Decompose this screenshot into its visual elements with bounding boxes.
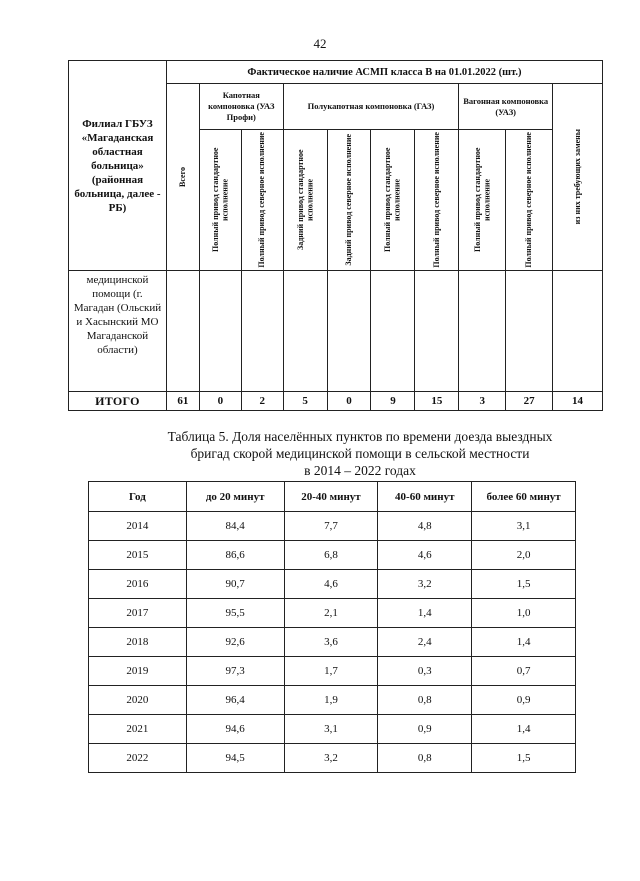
value-cell: 97,3 (186, 657, 284, 686)
value-cell: 0,8 (378, 744, 472, 773)
value-cell: 7,7 (284, 512, 378, 541)
value-cell: 3,1 (472, 512, 576, 541)
value-cell: 3,6 (284, 628, 378, 657)
subcol-header: Задний привод северное исполнение (327, 130, 371, 271)
main-header: Фактическое наличие АСМП класса В на 01.01.2022 (шт.) (166, 61, 602, 84)
value-cell: 96,4 (186, 686, 284, 715)
year-cell: 2018 (89, 628, 187, 657)
year-cell: 2021 (89, 715, 187, 744)
value-cell: 4,6 (378, 541, 472, 570)
subcol-header: Полный привод стандартное исполнение (459, 130, 506, 271)
value-cell: 0,7 (472, 657, 576, 686)
total-label: ИТОГО (69, 392, 167, 411)
empty-cell (166, 271, 199, 392)
column-header: Год (89, 482, 187, 512)
value-cell: 0,3 (378, 657, 472, 686)
total-value: 2 (241, 392, 283, 411)
subcol-header: Задний привод стандартное исполнение (283, 130, 327, 271)
year-cell: 2020 (89, 686, 187, 715)
branch-header: Филиал ГБУЗ «Магаданская областная больница» (районная больница, далее - РБ) (69, 61, 167, 271)
year-cell: 2014 (89, 512, 187, 541)
total-value: 27 (506, 392, 553, 411)
subcol-header: Полный привод стандартное исполнение (199, 130, 241, 271)
value-cell: 1,4 (378, 599, 472, 628)
table-row (89, 657, 576, 686)
page-number: 42 (313, 36, 327, 51)
table-row (89, 570, 576, 599)
value-cell: 94,5 (186, 744, 284, 773)
column-header: 20-40 минут (284, 482, 378, 512)
total-value: 61 (166, 392, 199, 411)
empty-cell (241, 271, 283, 392)
subcol-header: Полный привод северное исполнение (506, 130, 553, 271)
value-cell: 1,5 (472, 570, 576, 599)
subcol-header: Полный привод стандартное исполнение (371, 130, 415, 271)
group-wagon-header: Вагонная компоновка (УАЗ) (459, 84, 553, 130)
total-value: 15 (415, 392, 459, 411)
table-row (89, 628, 576, 657)
table-row (89, 686, 576, 715)
value-cell: 0,9 (378, 715, 472, 744)
group-hood-header: Капотная компоновка (УАЗ Профи) (199, 84, 283, 130)
caption-line: Таблица 5. Доля населённых пунктов по времени доезда выездных (167, 429, 553, 444)
total-value: 5 (283, 392, 327, 411)
total-value: 3 (459, 392, 506, 411)
year-cell: 2017 (89, 599, 187, 628)
value-cell: 92,6 (186, 628, 284, 657)
empty-cell (327, 271, 371, 392)
value-cell: 3,2 (284, 744, 378, 773)
value-cell: 1,4 (472, 715, 576, 744)
value-cell: 86,6 (186, 541, 284, 570)
empty-cell (553, 271, 603, 392)
empty-cell (371, 271, 415, 392)
empty-cell (283, 271, 327, 392)
year-cell: 2019 (89, 657, 187, 686)
total-value: 9 (371, 392, 415, 411)
table-row (89, 715, 576, 744)
table-caption (130, 428, 590, 479)
empty-cell (415, 271, 459, 392)
column-header: до 20 минут (186, 482, 284, 512)
value-cell: 4,8 (378, 512, 472, 541)
value-cell: 3,2 (378, 570, 472, 599)
value-cell: 1,9 (284, 686, 378, 715)
group-semihood-header: Полукапотная компоновка (ГАЗ) (283, 84, 459, 130)
subcol-header: Полный привод северное исполнение (415, 130, 459, 271)
value-cell: 2,0 (472, 541, 576, 570)
column-header: более 60 минут (472, 482, 576, 512)
vehicle-availability-table (68, 60, 603, 411)
travel-time-table (88, 481, 576, 773)
total-value: 0 (199, 392, 241, 411)
value-cell: 1,4 (472, 628, 576, 657)
empty-cell (199, 271, 241, 392)
value-cell: 0,9 (472, 686, 576, 715)
value-cell: 95,5 (186, 599, 284, 628)
year-cell: 2016 (89, 570, 187, 599)
value-cell: 94,6 (186, 715, 284, 744)
value-cell: 1,0 (472, 599, 576, 628)
value-cell: 84,4 (186, 512, 284, 541)
table-row (89, 512, 576, 541)
year-cell: 2015 (89, 541, 187, 570)
value-cell: 1,5 (472, 744, 576, 773)
value-cell: 2,1 (284, 599, 378, 628)
value-cell: 4,6 (284, 570, 378, 599)
total-column-header: Всего (166, 84, 199, 271)
value-cell: 6,8 (284, 541, 378, 570)
branch-description: медицинской помощи (г. Магадан (Ольский и Хасынский МО Магаданской области) (69, 271, 167, 392)
total-value: 0 (327, 392, 371, 411)
replace-column-header: из них требующих замены (553, 84, 603, 271)
total-row (69, 392, 603, 411)
column-header: 40-60 минут (378, 482, 472, 512)
value-cell: 2,4 (378, 628, 472, 657)
value-cell: 1,7 (284, 657, 378, 686)
value-cell: 90,7 (186, 570, 284, 599)
total-value: 14 (553, 392, 603, 411)
value-cell: 3,1 (284, 715, 378, 744)
table-header-row (89, 482, 576, 512)
year-cell: 2022 (89, 744, 187, 773)
table-row (89, 541, 576, 570)
subcol-header: Полный привод северное исполнение (241, 130, 283, 271)
empty-cell (506, 271, 553, 392)
table-row (89, 744, 576, 773)
table-row (89, 599, 576, 628)
caption-line: в 2014 – 2022 годах (304, 463, 416, 478)
empty-cell (459, 271, 506, 392)
caption-line: бригад скорой медицинской помощи в сельской местности (190, 446, 530, 461)
value-cell: 0,8 (378, 686, 472, 715)
